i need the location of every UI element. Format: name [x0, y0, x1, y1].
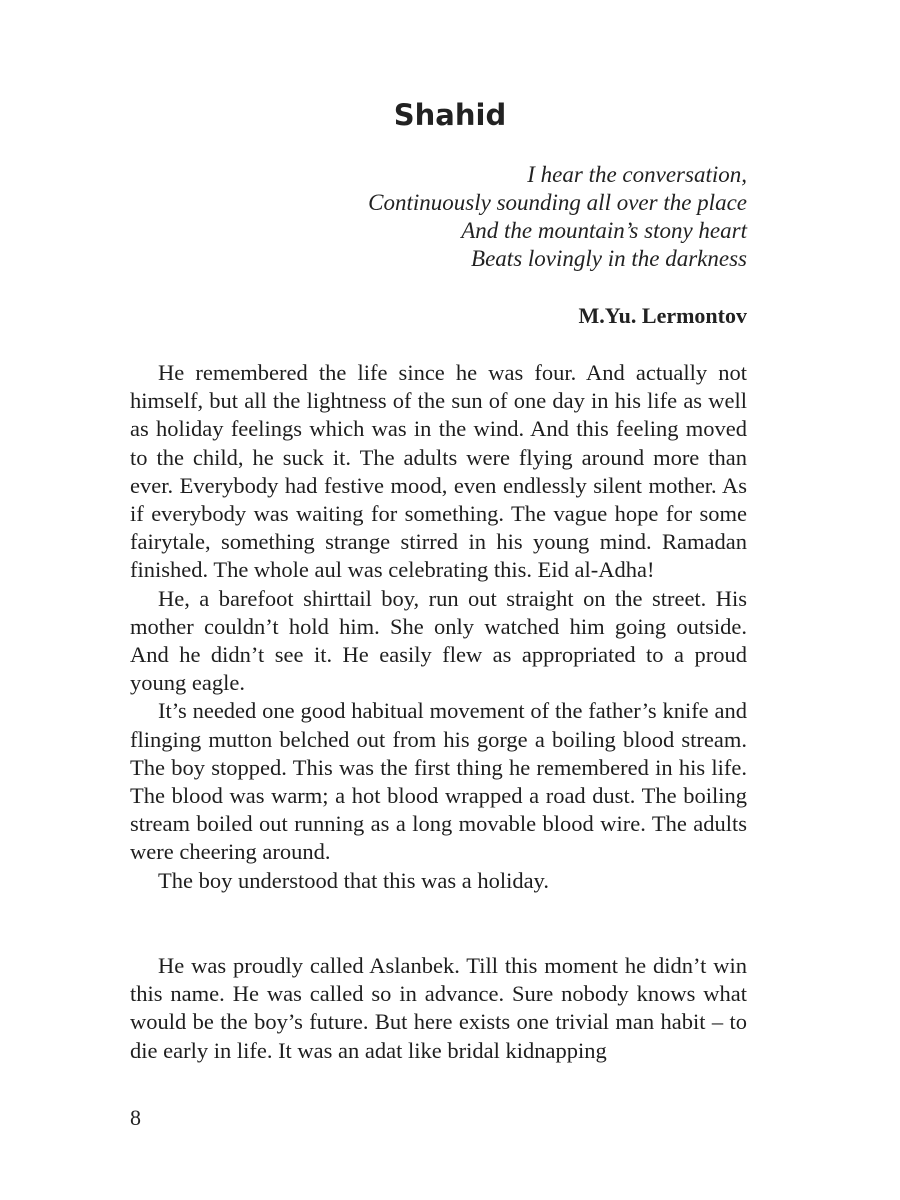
- chapter-title: Shahid: [393, 98, 507, 132]
- paragraph: It’s needed one good habitual movement of the father’s knife and flinging mutton belched out from his gorge a boiling blood stream. The boy stopped. This was the first thing he remembered in his life. The blood was warm; a hot blood wrapped a road dust. The boiling stream boiled out running as a long movable blood wire. The adults were cheering around.: [130, 698, 747, 865]
- epigraph: [368, 161, 747, 273]
- epigraph-line: Continuously sounding all over the place: [368, 190, 747, 215]
- epigraph-line: Beats lovingly in the darkness: [471, 246, 747, 271]
- text-section-2: [130, 952, 747, 1065]
- paragraph: He remembered the life since he was four. And actually not himself, but all the lightness of the sun of one day in his life as well as holiday feelings which was in the wind. And this feeling moved to the child, he suck it. The adults were flying around more than ever. Everybody had festive mood, even endlessly silent mother. As if everybody was waiting for something. The vague hope for some fairytale, something strange stirred in his young mind. Ramadan finished. The whole aul was celebrating this. Eid al-Adha!: [130, 360, 747, 583]
- page-number: 8: [130, 1105, 141, 1130]
- epigraph-line: I hear the conversation,: [527, 162, 747, 187]
- paragraph: He was proudly called Aslanbek. Till this moment he didn’t win this name. He was called so in advance. Sure nobody knows what would be the boy’s future. But here exists one trivial man habit – to die early in life. It was an adat like bridal kidnapping: [130, 953, 747, 1063]
- paragraph: The boy understood that this was a holiday.: [158, 867, 549, 893]
- epigraph-author: M.Yu. Lermontov: [578, 303, 747, 328]
- epigraph-line: And the mountain’s stony heart: [461, 218, 747, 243]
- paragraph: He, a barefoot shirttail boy, run out straight on the street. His mother couldn’t hold him. She only watched him going outside. And he didn’t see it. He easily flew as appropriated to a proud young eagle.: [130, 585, 747, 696]
- text-section-1: [130, 359, 747, 895]
